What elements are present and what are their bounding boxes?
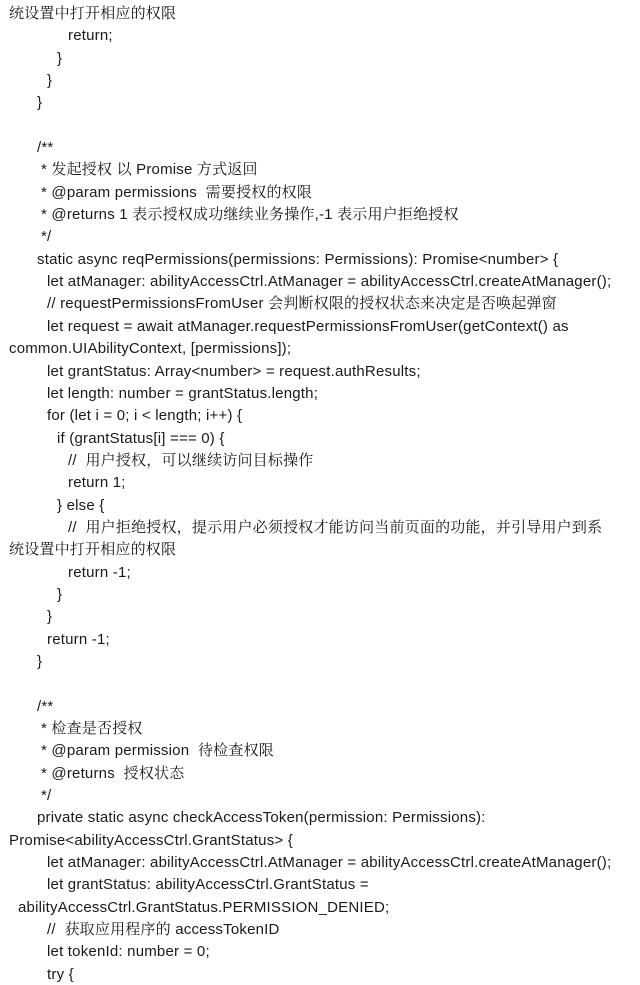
code-line: } [57, 49, 63, 67]
code-line: let grantStatus: Array<number> = request.authResults; [47, 362, 421, 380]
code-line: } [37, 94, 43, 112]
code-line: return -1; [47, 630, 110, 648]
code-line: */ [41, 787, 52, 805]
code-line: /** [37, 697, 54, 715]
code-line: } [57, 585, 63, 603]
code-line: return -1; [68, 563, 131, 581]
code-line: */ [41, 228, 52, 246]
code-line: } [37, 652, 43, 670]
code-line: let atManager: abilityAccessCtrl.AtManager = abilityAccessCtrl.createAtManager(); [47, 854, 612, 872]
code-line: // 用户拒绝授权，提示用户必须授权才能访问当前页面的功能，并引导用户到系 [68, 518, 603, 536]
code-line: try { [47, 965, 74, 983]
code-line: // 用户授权，可以继续访问目标操作 [68, 451, 314, 469]
code-line: return 1; [68, 474, 126, 492]
code-line: /** [37, 139, 54, 157]
code-line-blank [0, 115, 640, 137]
code-line: let atManager: abilityAccessCtrl.AtManager = abilityAccessCtrl.createAtManager(); [47, 273, 612, 291]
code-line: * @returns 授权状态 [41, 764, 185, 782]
code-line: * 检查是否授权 [41, 720, 143, 737]
code-line: * @returns 1 表示授权成功继续业务操作,-1 表示用户拒绝授权 [41, 206, 459, 224]
code-line: common.UIAbilityContext, [permissions]); [9, 340, 292, 358]
code-line: return; [68, 27, 113, 45]
code-line: let request = await atManager.requestPermissionsFromUser(getContext() as [47, 317, 569, 335]
code-line: let length: number = grantStatus.length; [47, 384, 319, 402]
code-line: } [47, 608, 53, 626]
code-line: 统设置中打开相应的权限 [9, 5, 177, 22]
code-line: } [47, 72, 53, 90]
code-line: let grantStatus: abilityAccessCtrl.GrantStatus = [47, 876, 369, 894]
code-line: 统设置中打开相应的权限 [9, 541, 177, 559]
code-line: let tokenId: number = 0; [47, 943, 210, 961]
code-line: * @param permission 待检查权限 [41, 742, 274, 760]
code-line: Promise<abilityAccessCtrl.GrantStatus> { [9, 831, 293, 849]
code-line: // requestPermissionsFromUser 会判断权限的授权状态来决定是否唤起弹窗 [47, 295, 557, 313]
code-line: // 获取应用程序的 accessTokenID [47, 921, 280, 939]
code-listing [0, 3, 640, 985]
code-line: private static async checkAccessToken(permission: Permissions): [37, 809, 486, 827]
code-line: * @param permissions 需要授权的权限 [41, 183, 313, 201]
code-line-blank [0, 673, 640, 695]
code-line: * 发起授权 以 Promise 方式返回 [41, 161, 258, 179]
code-line: } else { [57, 496, 105, 514]
code-line: static async reqPermissions(permissions: Permissions): Promise<number> { [37, 250, 559, 268]
code-line: for (let i = 0; i < length; i++) { [47, 407, 243, 425]
code-line: if (grantStatus[i] === 0) { [57, 429, 225, 447]
code-line: abilityAccessCtrl.GrantStatus.PERMISSION_DENIED; [18, 898, 390, 916]
